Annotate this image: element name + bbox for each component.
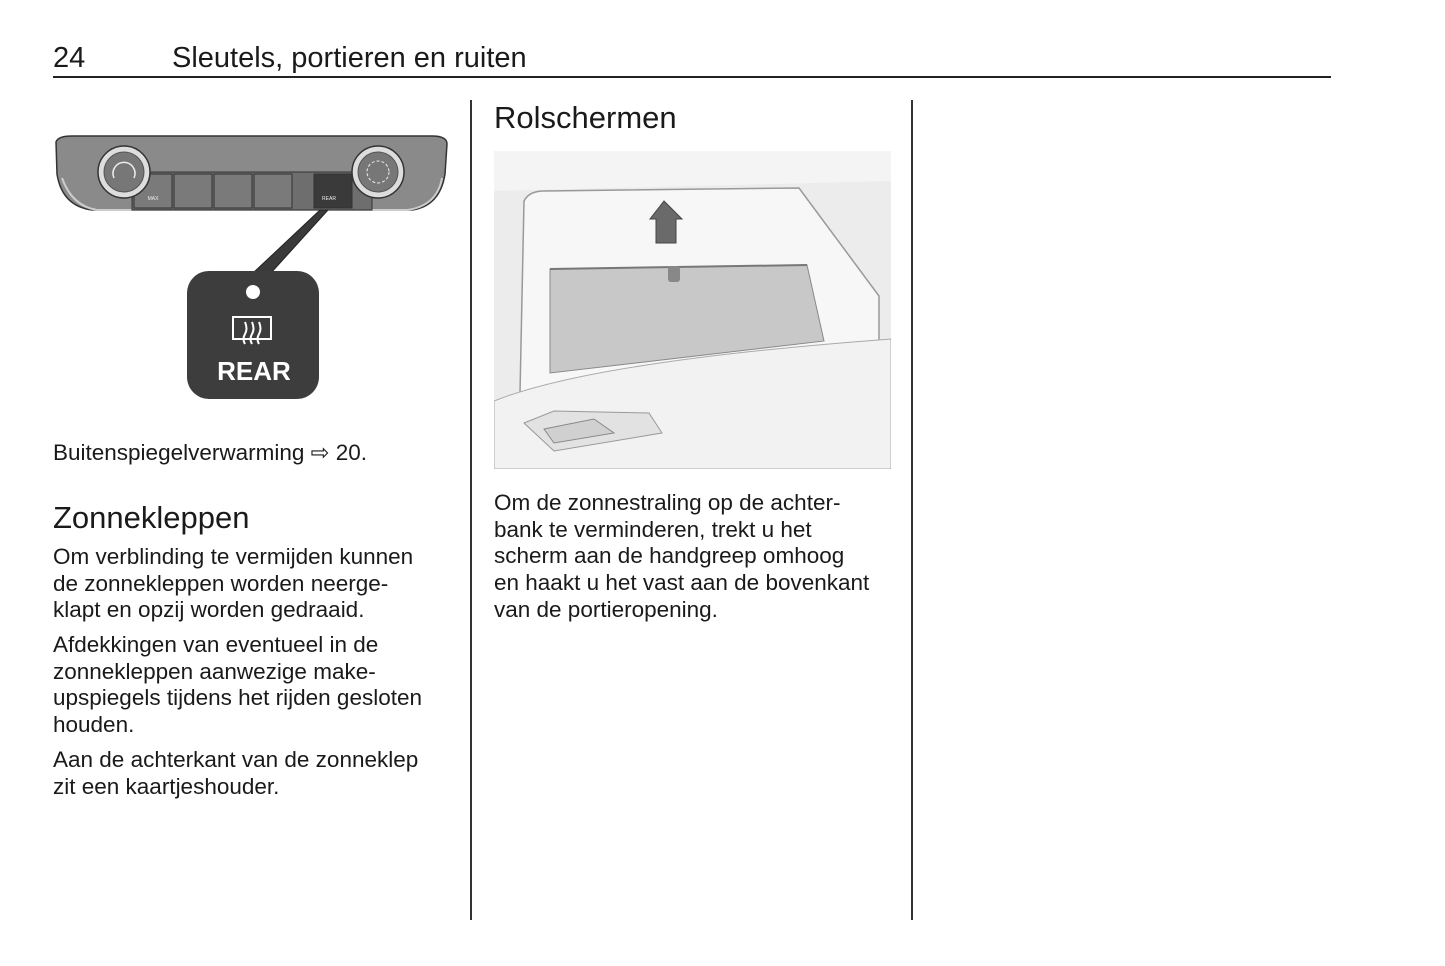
text-line: houden. — [53, 712, 135, 738]
paragraph — [53, 544, 463, 624]
sunshade-figure — [494, 151, 891, 469]
crossref-text: Buitenspiegelverwarming — [53, 440, 305, 465]
crossref-line — [53, 440, 463, 467]
header-rule — [53, 76, 1331, 78]
text-line: scherm aan de handgreep omhoog — [494, 543, 845, 569]
crossref-page-link[interactable]: 20. — [335, 440, 368, 465]
text-line: de zonnekleppen worden neerge- — [53, 570, 389, 596]
max-label: MAX — [147, 196, 159, 202]
text-line: bank te verminderen, trekt u het — [494, 516, 812, 542]
rear-small-label: REAR — [322, 196, 336, 202]
section-title-zonnekleppen: Zonnekleppen — [53, 500, 250, 535]
crossref-arrow-icon: ⇨ — [310, 440, 330, 465]
column-divider — [911, 100, 913, 920]
column-divider — [470, 100, 472, 920]
climate-panel-figure — [52, 134, 450, 404]
text-line: upspiegels tijdens het rijden gesloten — [53, 685, 422, 711]
text-line: Om verblinding te vermijden kunnen — [53, 544, 414, 569]
text-line: Om de zonnestraling op de achter- — [494, 490, 841, 515]
paragraph — [53, 632, 463, 739]
text-line: van de portieropening. — [494, 596, 718, 622]
paragraph — [53, 747, 463, 800]
text-line: zonnekleppen aanwezige make- — [53, 658, 376, 684]
text-line: Aan de achterkant van de zonneklep — [53, 747, 419, 772]
section-title-rolschermen: Rolschermen — [494, 100, 677, 135]
text-line: klapt en opzij worden gedraaid. — [53, 597, 365, 623]
page-number: 24 — [53, 42, 86, 74]
text-line: Afdekkingen van eventueel in de — [53, 632, 379, 657]
page-header-title: Sleutels, portieren en ruiten — [172, 42, 527, 74]
text-line: en haakt u het vast aan de bovenkant — [494, 570, 870, 596]
paragraph — [494, 490, 904, 624]
rear-defrost-label: REAR — [217, 356, 291, 386]
text-line: zit een kaartjeshouder. — [53, 773, 280, 799]
